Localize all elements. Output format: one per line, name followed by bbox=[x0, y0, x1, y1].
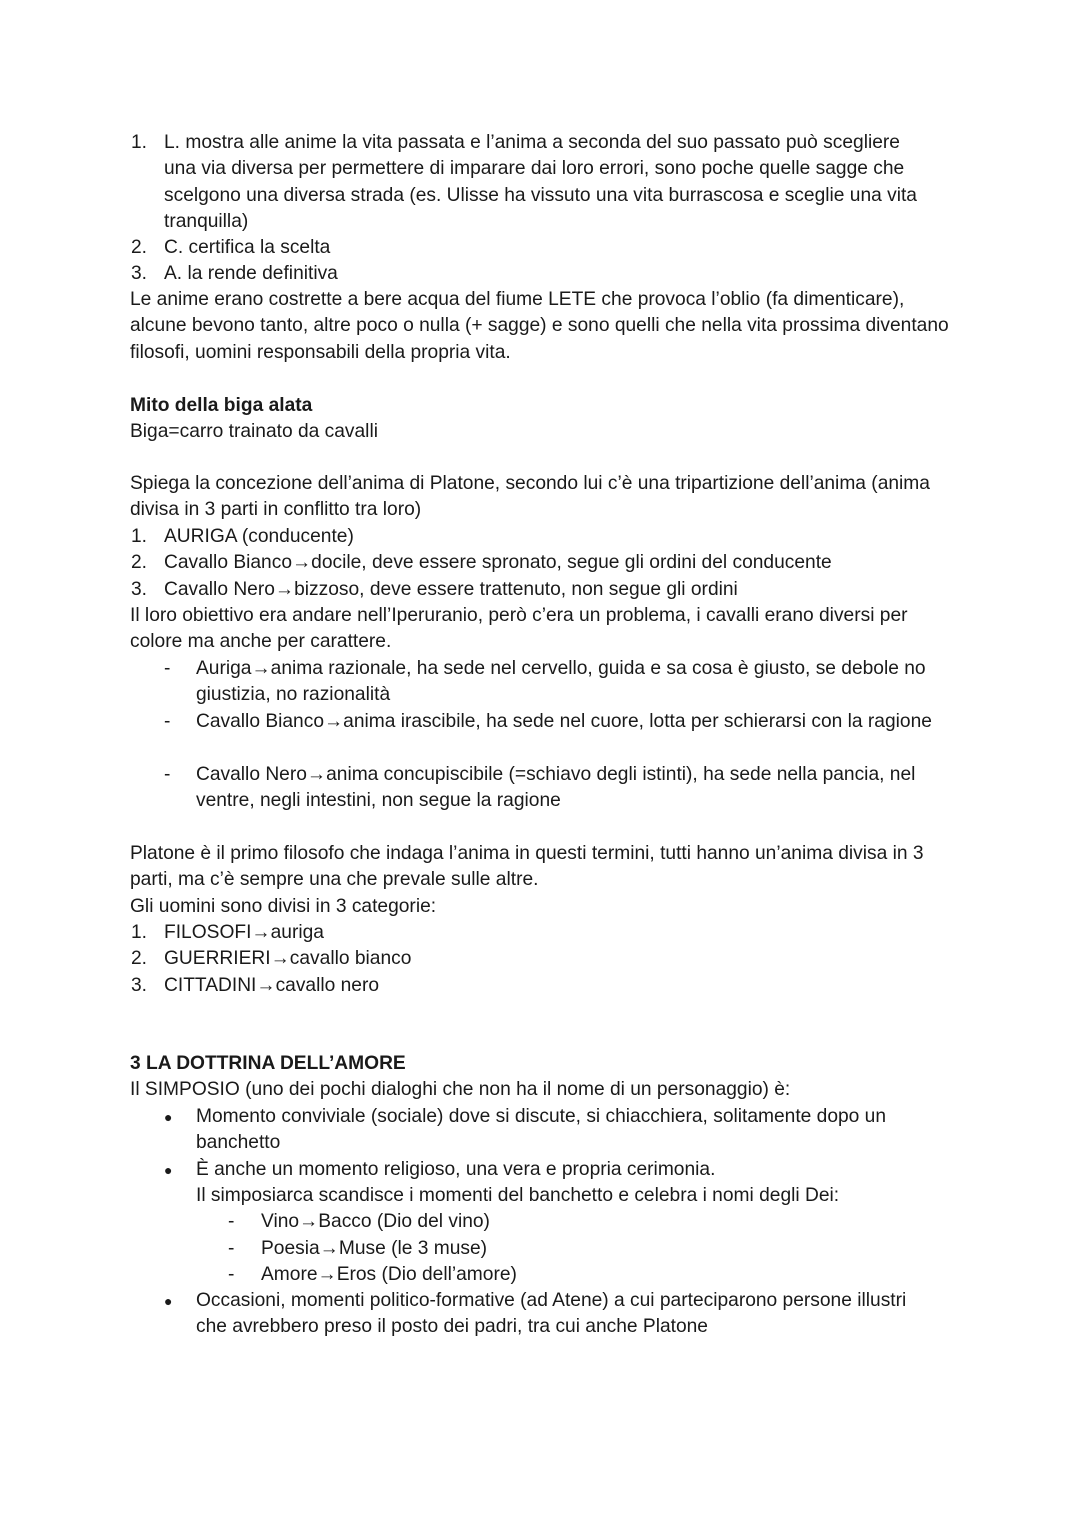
paragraph: Biga=carro trainato da cavalli bbox=[130, 421, 378, 442]
paragraph: Spiega la concezione dell’anima di Platone, secondo lui c’è una tripartizione dell’anima (anima divisa in 3 parti in conflitto tra loro) bbox=[130, 473, 930, 521]
list-marker: 3. bbox=[131, 263, 148, 284]
list-text: Amore→Eros (Dio dell’amore) bbox=[261, 1264, 517, 1285]
bullet-marker: ● bbox=[164, 1109, 173, 1125]
list-marker: - bbox=[164, 711, 171, 732]
list-text: AURIGA (conducente) bbox=[164, 526, 354, 547]
list-text: Poesia→Muse (le 3 muse) bbox=[261, 1238, 488, 1259]
section-heading: 3 LA DOTTRINA DELL’AMORE bbox=[130, 1053, 406, 1074]
list-text: È anche un momento religioso, una vera e propria cerimonia. bbox=[196, 1159, 716, 1180]
list-text: Cavallo Bianco→docile, deve essere spronato, segue gli ordini del conducente bbox=[164, 552, 832, 573]
list-text: Cavallo Bianco→anima irascibile, ha sede nel cuore, lotta per schierarsi con la ragione bbox=[196, 711, 932, 732]
bullet-marker: ● bbox=[164, 1162, 173, 1178]
list-marker: 2. bbox=[131, 948, 148, 969]
list-text: Occasioni, momenti politico-formative (ad Atene) a cui parteciparono persone illustri che avrebbero preso il posto dei padri, tra cui anche Platone bbox=[196, 1290, 907, 1338]
paragraph: Il loro obiettivo era andare nell’Iperuranio, però c’era un problema, i cavalli erano diversi per colore ma anche per carattere. bbox=[130, 605, 908, 653]
list-text: Auriga→anima razionale, ha sede nel cervello, guida e sa cosa è giusto, se debole no giustizia, no razionalità bbox=[196, 658, 926, 706]
list-text: Cavallo Nero→bizzoso, deve essere trattenuto, non segue gli ordini bbox=[164, 579, 738, 600]
list-text: GUERRIERI→cavallo bianco bbox=[164, 948, 412, 969]
list-marker: 3. bbox=[131, 975, 148, 996]
list-text: Momento conviviale (sociale) dove si discute, si chiacchiera, solitamente dopo un banchetto bbox=[196, 1106, 887, 1154]
list-marker: 1. bbox=[131, 526, 148, 547]
section-heading: Mito della biga alata bbox=[130, 395, 313, 416]
list-marker: 1. bbox=[131, 922, 148, 943]
list-text: FILOSOFI→auriga bbox=[164, 922, 324, 943]
paragraph: Le anime erano costrette a bere acqua del fiume LETE che provoca l’oblio (fa dimenticare), alcune bevono tanto, altre poco o nulla (+ sagge) e sono quelli che nella vita prossima diventano filosofi, uomini responsabili della propria vita. bbox=[130, 289, 949, 363]
list-marker: - bbox=[228, 1211, 235, 1232]
paragraph: Platone è il primo filosofo che indaga l’anima in questi termini, tutti hanno un’anima divisa in 3 parti, ma c’è sempre una che prevale sulle altre. bbox=[130, 843, 924, 891]
list-marker: - bbox=[164, 658, 171, 679]
list-text: CITTADINI→cavallo nero bbox=[164, 975, 380, 996]
paragraph: Gli uomini sono divisi in 3 categorie: bbox=[130, 896, 437, 917]
list-marker: 3. bbox=[131, 579, 148, 600]
paragraph: Il simposiarca scandisce i momenti del banchetto e celebra i nomi degli Dei: bbox=[196, 1185, 840, 1206]
list-marker: 2. bbox=[131, 552, 148, 573]
list-marker: - bbox=[228, 1238, 235, 1259]
list-marker: - bbox=[164, 764, 171, 785]
list-text: C. certifica la scelta bbox=[164, 237, 331, 258]
bullet-marker: ● bbox=[164, 1293, 173, 1309]
list-text: Cavallo Nero→anima concupiscibile (=schiavo degli istinti), ha sede nella pancia, nel ventre, negli intestini, non segue la ragione bbox=[196, 764, 916, 812]
list-text: L. mostra alle anime la vita passata e l’anima a seconda del suo passato può scegliere una via diversa per permettere di imparare dai loro errori, sono poche quelle sagge che scelgono una diversa strada (es. Ulisse ha vissuto una vita burrascosa e sceglie una vita tranquilla) bbox=[164, 132, 917, 232]
list-text: Vino→Bacco (Dio del vino) bbox=[261, 1211, 490, 1232]
list-marker: - bbox=[228, 1264, 235, 1285]
list-text: A. la rende definitiva bbox=[164, 263, 338, 284]
list-marker: 2. bbox=[131, 237, 148, 258]
list-marker: 1. bbox=[131, 132, 148, 153]
paragraph: Il SIMPOSIO (uno dei pochi dialoghi che non ha il nome di un personaggio) è: bbox=[130, 1079, 791, 1100]
